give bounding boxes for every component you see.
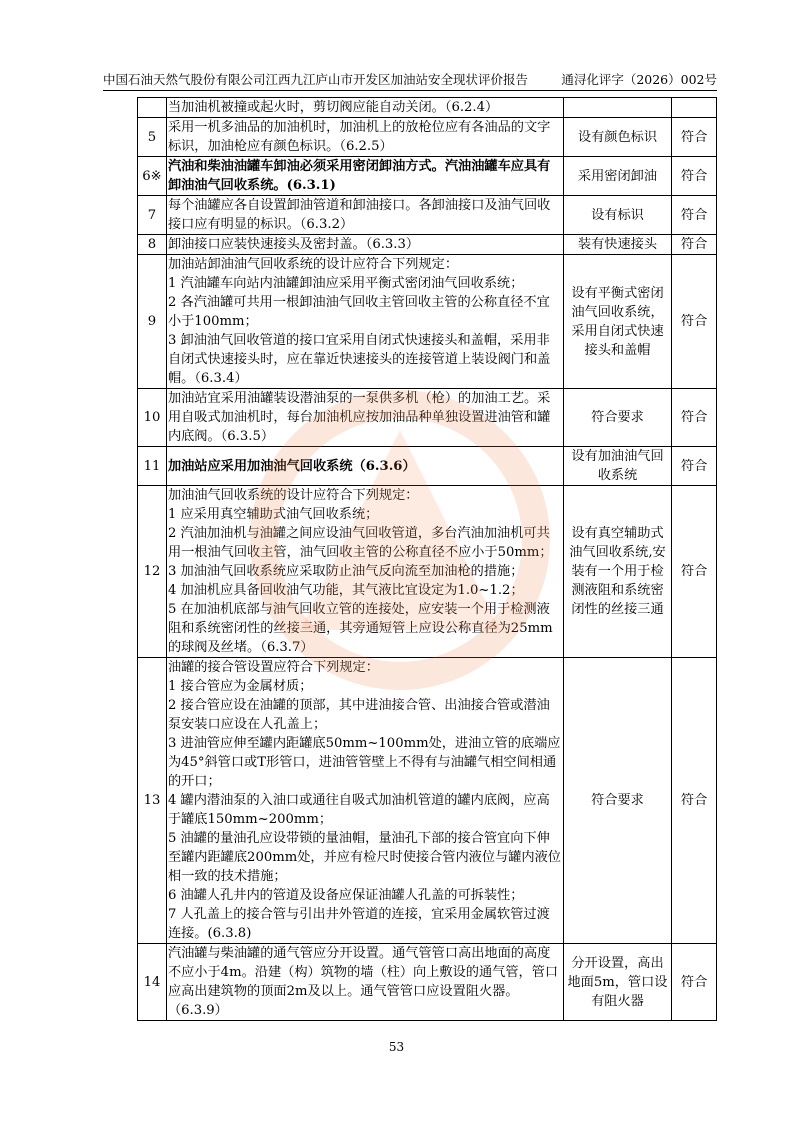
result-cell: 分开设置，高出地面5m，管口设有阻火器 [563, 944, 671, 1021]
table-row [138, 944, 717, 1021]
result-cell: 采用密闭卸油 [563, 157, 671, 196]
table-row [138, 235, 717, 255]
requirement-line: 3 进油管应伸至罐内距罐底50mm~100mm处，进油立管的底端应为45°斜管口或T形管口，进油管管壁上不得有与油罐气相空间相通的开口； [167, 736, 561, 789]
requirement-line: 5 在加油机底部与油气回收立管的连接处，应安装一个用于检测液阻和系统密闭性的丝接三通，其旁通短管上应设公称直径为25mm的球阀及丝堵。（6.3.7） [167, 602, 553, 655]
requirement-line: 6 油罐人孔井内的管道及设备应保证油罐人孔盖的可拆装性； [167, 888, 524, 903]
requirement-line: 1 应采用真空辅助式油气回收系统； [167, 507, 379, 522]
item-number: 9 [138, 255, 167, 389]
item-number: 11 [138, 447, 167, 486]
requirement-line: 1 汽油罐车向站内油罐卸油应采用平衡式密闭油气回收系统； [167, 276, 524, 291]
item-number: 8 [138, 235, 167, 255]
requirement-line: 2 接合管应设在油罐的顶部，其中进油接合管、出油接合管或潜油泵安装口应设在人孔盖上； [167, 698, 550, 732]
item-number: 5 [138, 118, 167, 157]
conclusion-cell: 符合 [672, 235, 717, 255]
requirement-line: 油罐的接合管设置应符合下列规定： [167, 660, 379, 675]
requirement-cell [166, 447, 563, 486]
item-number: 14 [138, 944, 167, 1021]
requirement-line: 1 接合管应为金属材质； [167, 679, 313, 694]
table-row [138, 255, 717, 389]
conclusion-cell [672, 98, 717, 118]
requirement-line: 每个油罐应各自设置卸油管道和卸油接口。各卸油接口及油气回收接口应有明显的标识。（6.3.2） [167, 198, 551, 232]
item-number [138, 98, 167, 118]
table-row [138, 447, 717, 486]
page-number: 53 [388, 1040, 405, 1054]
document-number: 通浔化评字（2026）002号 [561, 72, 717, 87]
requirement-cell [166, 196, 563, 235]
conclusion-cell: 符合 [672, 389, 717, 447]
result-cell: 符合要求 [563, 658, 671, 944]
result-cell: 设有平衡式密闭油气回收系统，采用自闭式快速接头和盖帽 [563, 255, 671, 389]
conclusion-cell: 符合 [672, 196, 717, 235]
item-number: 13 [138, 658, 167, 944]
requirement-line: 4 加油机应具备回收油气功能，其气液比宜设定为1.0~1.2； [167, 583, 524, 598]
requirement-cell [166, 389, 563, 447]
requirement-line: 4 罐内潜油泵的入油口或通往自吸式加油机管道的罐内底阀，应高于罐底150mm~200mm； [167, 793, 550, 827]
conclusion-cell: 符合 [672, 447, 717, 486]
conclusion-cell: 符合 [672, 255, 717, 389]
table-row [138, 658, 717, 944]
requirement-line: 2 各汽油罐可共用一根卸油油气回收主管回收主管的公称直径不宜小于100mm； [167, 295, 550, 329]
requirement-line: 加油油气回收系统的设计应符合下列规定： [167, 488, 419, 503]
conclusion-cell: 符合 [672, 157, 717, 196]
requirement-cell [166, 658, 563, 944]
requirement-cell [166, 486, 563, 658]
result-cell: 设有加油油气回收系统 [563, 447, 671, 486]
requirement-cell [166, 235, 563, 255]
requirement-line: 汽油和柴油油罐车卸油必须采用密闭卸油方式。汽油油罐车应具有卸油油气回收系统。(6.3.1) [167, 159, 551, 193]
result-cell: 设有颜色标识 [563, 118, 671, 157]
requirement-line: 2 汽油加油机与油罐之间应设油气回收管道，多台汽油加油机可共用一根油气回收主管，油气回收主管的公称直径不应小于50mm； [167, 526, 553, 560]
requirement-line: 加油站卸油油气回收系统的设计应符合下列规定： [167, 257, 459, 272]
requirement-line: 卸油接口应装快速接头及密封盖。（6.3.3） [167, 237, 420, 252]
result-cell: 装有快速接头 [563, 235, 671, 255]
conclusion-cell: 符合 [672, 658, 717, 944]
requirement-cell [166, 157, 563, 196]
result-cell: 设有真空辅助式油气回收系统,安装有一个用于检测液阻和系统密闭性的丝接三通 [563, 486, 671, 658]
result-cell [563, 98, 671, 118]
requirement-cell [166, 118, 563, 157]
requirement-line: 采用一机多油品的加油机时，加油机上的放枪位应有各油品的文字标识，加油枪应有颜色标识。（6.2.5） [167, 120, 551, 154]
result-cell: 符合要求 [563, 389, 671, 447]
page-header [103, 68, 717, 91]
item-number: 10 [138, 389, 167, 447]
conclusion-cell: 符合 [672, 486, 717, 658]
requirement-line: 加油站应采用加油油气回收系统（6.3.6） [167, 458, 416, 474]
requirement-line: 汽油罐与柴油罐的通气管应分开设置。通气管管口高出地面的高度不应小于4m。沿建（构）筑物的墙（柱）向上敷设的通气管，管口应高出建筑物的顶面2m及以上。通气管管口应设置阻火器。（6.3.9） [167, 946, 559, 1018]
item-number: 6※ [138, 157, 167, 196]
table-row [138, 118, 717, 157]
requirement-cell [166, 98, 563, 118]
conclusion-cell: 符合 [672, 118, 717, 157]
requirement-cell [166, 944, 563, 1021]
requirement-line: 加油站宜采用油罐装设潜油泵的一泵供多机（枪）的加油工艺。采用自吸式加油机时，每台加油机应按加油品种单独设置进油管和罐内底阀。（6.3.5） [167, 391, 551, 444]
requirement-line: 7 人孔盖上的接合管与引出井外管道的连接，宜采用金属软管过渡连接。(6.3.8) [167, 907, 550, 941]
result-cell: 设有标识 [563, 196, 671, 235]
requirement-cell [166, 255, 563, 389]
requirement-line: 当加油机被撞或起火时，剪切阀应能自动关闭。（6.2.4） [167, 100, 499, 115]
requirement-line: 3 加油油气回收系统应采取防止油气反向流至加油枪的措施； [167, 564, 524, 579]
table-row [138, 389, 717, 447]
table-row [138, 157, 717, 196]
table-row [138, 98, 717, 118]
inspection-table [137, 97, 717, 1021]
requirement-line: 5 油罐的量油孔应设带锁的量油帽，量油孔下部的接合管宜向下伸至罐内距罐底200mm处，并应有检尺时使接合管内液位与罐内液位相一致的技术措施； [167, 831, 561, 884]
table-row [138, 196, 717, 235]
requirement-line: 3 卸油油气回收管道的接口宜采用自闭式快速接头和盖帽，采用非自闭式快速接头时，应在靠近快速接头的连接管道上装设阀门和盖帽。（6.3.4） [167, 333, 551, 386]
conclusion-cell: 符合 [672, 944, 717, 1021]
item-number: 12 [138, 486, 167, 658]
report-title: 中国石油天然气股份有限公司江西九江庐山市开发区加油站安全现状评价报告 [103, 72, 529, 87]
table-row [138, 486, 717, 658]
item-number: 7 [138, 196, 167, 235]
